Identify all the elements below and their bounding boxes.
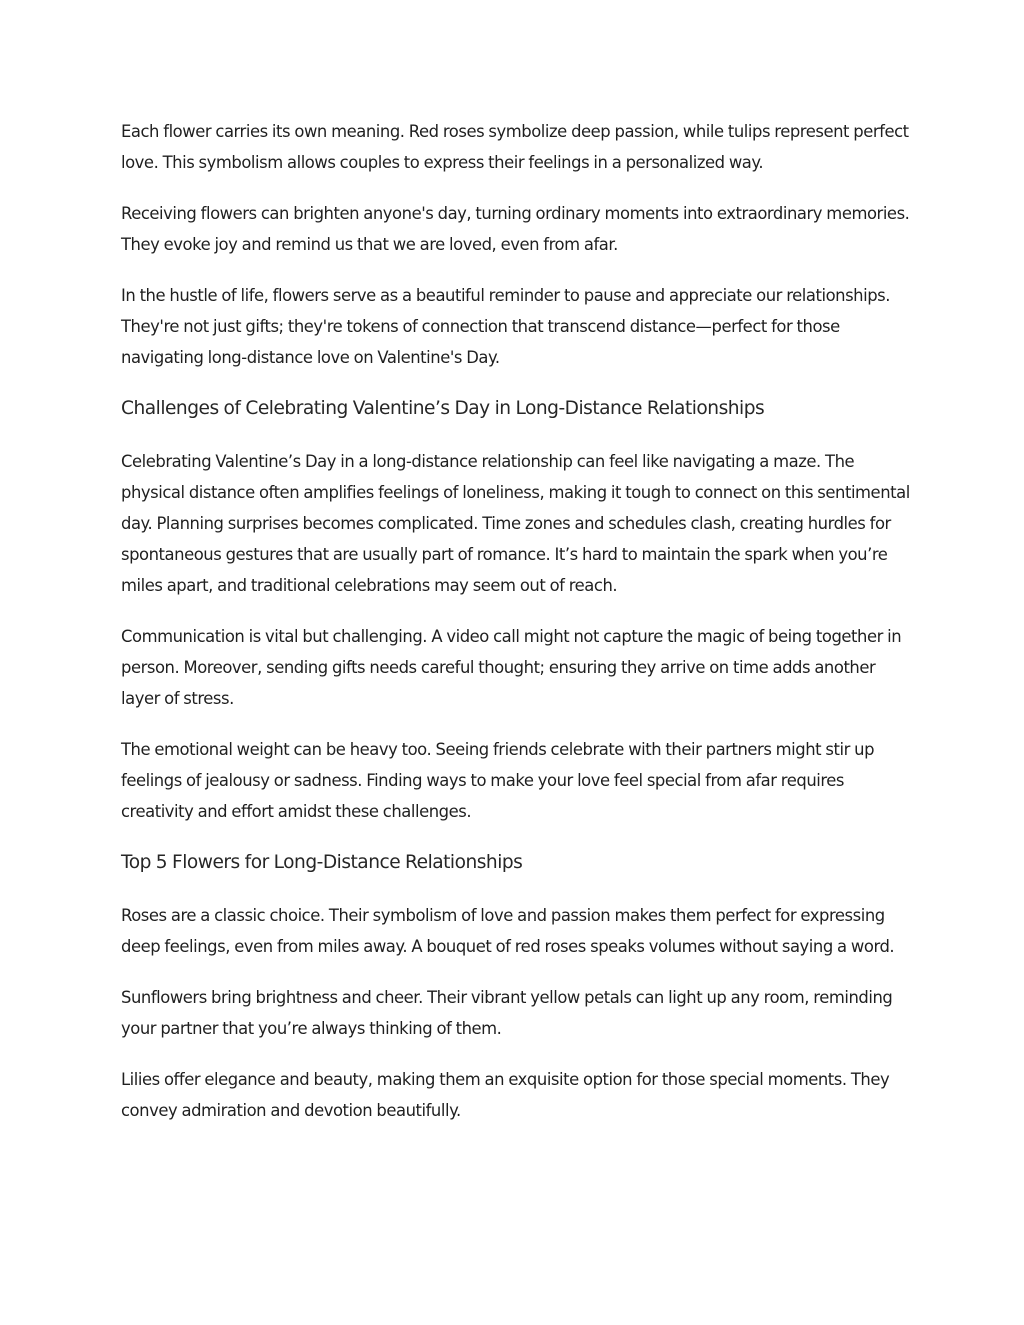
intro-paragraph: Each flower carries its own meaning. Red roses symbolize deep passion, while tulips represent perfect love. This symbolism allows couples to express their feelings in a personalized way. [121, 122, 909, 172]
flowers-paragraph: Lilies offer elegance and beauty, making them an exquisite option for those special moments. They convey admiration and devotion beautifully. [121, 1070, 890, 1120]
flowers-heading: Top 5 Flowers for Long-Distance Relationships [121, 852, 523, 873]
challenges-paragraph: Communication is vital but challenging. A video call might not capture the magic of being together in person. Moreover, sending gifts needs careful thought; ensuring they arrive on time adds another layer of stress. [121, 627, 902, 708]
document-page [121, 116, 911, 1146]
flowers-paragraph: Roses are a classic choice. Their symbolism of love and passion makes them perfect for expressing deep feelings, even from miles away. A bouquet of red roses speaks volumes without saying a word. [121, 906, 895, 956]
flowers-paragraph: Sunflowers bring brightness and cheer. Their vibrant yellow petals can light up any room, reminding your partner that you’re always thinking of them. [121, 988, 893, 1038]
challenges-paragraph: Celebrating Valentine’s Day in a long-distance relationship can feel like navigating a maze. The physical distance often amplifies feelings of loneliness, making it tough to connect on this sentimental day. Planning surprises becomes complicated. Time zones and schedules clash, creating hurdles for spontaneous gestures that are usually part of romance. It’s hard to maintain the spark when you’re miles apart, and traditional celebrations may seem out of reach. [121, 452, 910, 595]
challenges-paragraph: The emotional weight can be heavy too. Seeing friends celebrate with their partners might stir up feelings of jealousy or sadness. Finding ways to make your love feel special from afar requires creativity and effort amidst these challenges. [121, 740, 875, 821]
intro-paragraph: In the hustle of life, flowers serve as a beautiful reminder to pause and appreciate our relationships. They're not just gifts; they're tokens of connection that transcend distance—perfect for those navigating long-distance love on Valentine's Day. [121, 286, 891, 367]
intro-paragraph: Receiving flowers can brighten anyone's day, turning ordinary moments into extraordinary memories. They evoke joy and remind us that we are loved, even from afar. [121, 204, 910, 254]
challenges-heading: Challenges of Celebrating Valentine’s Day in Long-Distance Relationships [121, 398, 765, 419]
